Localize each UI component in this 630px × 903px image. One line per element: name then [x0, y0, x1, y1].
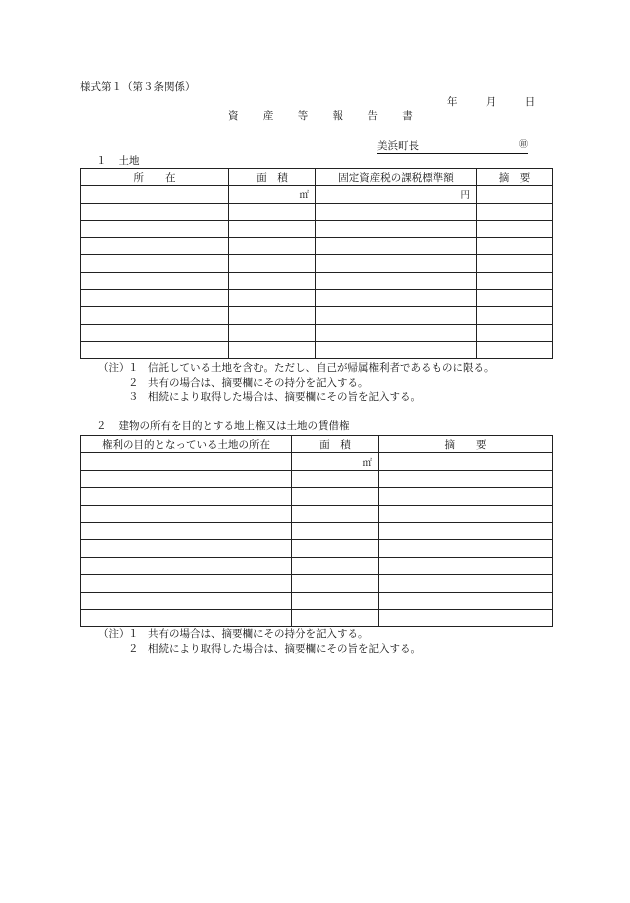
remarks-cell[interactable] — [477, 290, 553, 307]
remarks-cell[interactable] — [379, 609, 553, 626]
section1-number: １ — [96, 155, 107, 167]
location-cell[interactable] — [81, 324, 229, 341]
note-number: ２ — [128, 376, 139, 389]
remarks-cell[interactable] — [477, 324, 553, 341]
column-header-location: 所 在 — [81, 169, 229, 186]
area-cell[interactable] — [292, 505, 379, 522]
area-cell[interactable] — [229, 324, 316, 341]
table-row — [81, 505, 553, 522]
remarks-cell[interactable] — [477, 186, 553, 203]
area-cell[interactable] — [292, 488, 379, 505]
table-row — [81, 540, 553, 557]
tax-base-cell[interactable] — [316, 272, 477, 289]
title-char: 産 — [262, 110, 274, 122]
remarks-cell[interactable] — [379, 575, 553, 592]
table-row — [81, 470, 553, 487]
location-cell[interactable] — [81, 290, 229, 307]
date-day-label: 日 — [524, 96, 536, 108]
table-row — [81, 488, 553, 505]
remarks-cell[interactable] — [379, 540, 553, 557]
table-row — [81, 522, 553, 539]
table-row — [81, 290, 553, 307]
tax-base-cell[interactable] — [316, 290, 477, 307]
section2-notes — [98, 627, 421, 656]
note-item — [98, 361, 495, 376]
area-cell[interactable] — [229, 220, 316, 237]
title-char: 資 — [228, 110, 239, 122]
remarks-cell[interactable] — [477, 307, 553, 324]
column-header-land-location: 権利の目的となっている土地の所在 — [81, 436, 292, 453]
location-cell[interactable] — [81, 203, 229, 220]
date-year-label: 年 — [447, 96, 458, 108]
tax-base-cell[interactable] — [316, 255, 477, 272]
column-header-tax-base: 固定資産税の課税標準額 — [316, 169, 477, 186]
table-row — [81, 307, 553, 324]
recipient-line — [377, 141, 528, 154]
area-cell[interactable] — [229, 255, 316, 272]
note-text: 信託している土地を含む。ただし、自己が帰属権利者であるものに限る。 — [148, 362, 495, 374]
section2-heading — [96, 421, 350, 432]
location-cell[interactable] — [81, 255, 229, 272]
land-location-cell[interactable] — [81, 540, 292, 557]
remarks-cell[interactable] — [379, 453, 553, 470]
land-table — [80, 168, 553, 359]
title-char: 告 — [367, 110, 378, 122]
remarks-cell[interactable] — [379, 592, 553, 609]
column-header-remarks: 摘 要 — [379, 436, 553, 453]
remarks-cell[interactable] — [477, 255, 553, 272]
area-cell[interactable] — [229, 307, 316, 324]
table-row — [81, 238, 553, 255]
note-number: ３ — [128, 391, 139, 404]
tax-base-cell[interactable] — [316, 220, 477, 237]
land-location-cell[interactable] — [81, 575, 292, 592]
area-cell[interactable] — [229, 272, 316, 289]
seal-mark: ㊞ — [518, 140, 528, 150]
section1-heading — [96, 156, 140, 167]
location-cell[interactable] — [81, 186, 229, 203]
table-row — [81, 186, 553, 203]
note-item — [98, 642, 421, 657]
area-cell[interactable] — [292, 470, 379, 487]
date-line — [447, 97, 560, 108]
table-row — [81, 203, 553, 220]
title-char: 報 — [332, 110, 344, 122]
remarks-cell[interactable] — [379, 505, 553, 522]
section2-number: ２ — [96, 420, 107, 432]
remarks-cell[interactable] — [379, 488, 553, 505]
table-header-row — [81, 436, 553, 453]
leasehold-table — [80, 435, 553, 627]
tax-base-cell[interactable] — [316, 341, 477, 358]
land-location-cell[interactable] — [81, 453, 292, 470]
land-location-cell[interactable] — [81, 609, 292, 626]
section1-notes — [98, 361, 495, 405]
area-cell[interactable]: ㎡ — [292, 453, 379, 470]
note-text: 相続により取得した場合は、摘要欄にその旨を記入する。 — [148, 642, 421, 655]
column-header-area: 面 積 — [292, 436, 379, 453]
column-header-area: 面 積 — [229, 169, 316, 186]
note-number: ２ — [128, 642, 139, 655]
land-location-cell[interactable] — [81, 557, 292, 574]
area-cell[interactable] — [229, 290, 316, 307]
note-text: 相続により取得した場合は、摘要欄にその旨を記入する。 — [148, 391, 421, 404]
column-header-remarks: 摘 要 — [477, 169, 553, 186]
table-row — [81, 220, 553, 237]
area-cell[interactable]: ㎡ — [229, 186, 316, 203]
table-row — [81, 609, 553, 626]
land-location-cell[interactable] — [81, 470, 292, 487]
document-title — [228, 111, 434, 122]
table-row — [81, 453, 553, 470]
notes-label: （注） — [98, 362, 130, 374]
land-location-cell[interactable] — [81, 505, 292, 522]
note-number: １ — [128, 628, 139, 640]
remarks-cell[interactable] — [477, 238, 553, 255]
section1-title: 土地 — [118, 155, 140, 167]
form-number: 様式第１（第３条関係） — [80, 81, 196, 93]
note-text: 共有の場合は、摘要欄にその持分を記入する。 — [148, 628, 369, 640]
table-header-row — [81, 169, 553, 186]
tax-base-cell[interactable]: 円 — [316, 186, 477, 203]
tax-base-cell[interactable] — [316, 203, 477, 220]
area-cell[interactable] — [292, 609, 379, 626]
area-cell[interactable] — [292, 575, 379, 592]
land-location-cell[interactable] — [81, 592, 292, 609]
land-location-cell[interactable] — [81, 522, 292, 539]
remarks-cell[interactable] — [379, 470, 553, 487]
area-cell[interactable] — [229, 238, 316, 255]
tax-base-cell[interactable] — [316, 324, 477, 341]
notes-label: （注） — [98, 628, 130, 640]
location-cell[interactable] — [81, 307, 229, 324]
tax-base-cell[interactable] — [316, 238, 477, 255]
area-cell[interactable] — [292, 592, 379, 609]
area-cell[interactable] — [229, 341, 316, 358]
area-cell[interactable] — [292, 522, 379, 539]
note-text: 共有の場合は、摘要欄にその持分を記入する。 — [148, 376, 369, 389]
area-cell[interactable] — [292, 540, 379, 557]
note-number: １ — [128, 362, 139, 374]
tax-base-cell[interactable] — [316, 307, 477, 324]
location-cell[interactable] — [81, 341, 229, 358]
remarks-cell[interactable] — [477, 341, 553, 358]
remarks-cell[interactable] — [379, 522, 553, 539]
remarks-cell[interactable] — [477, 203, 553, 220]
table-row — [81, 592, 553, 609]
title-char: 等 — [297, 110, 309, 122]
location-cell[interactable] — [81, 238, 229, 255]
table-row — [81, 557, 553, 574]
table-row — [81, 324, 553, 341]
table-row — [81, 255, 553, 272]
date-month-label: 月 — [485, 96, 497, 108]
section2-title: 建物の所有を目的とする地上権又は土地の賃借権 — [118, 420, 350, 432]
note-item — [98, 390, 495, 405]
location-cell[interactable] — [81, 220, 229, 237]
location-cell[interactable] — [81, 272, 229, 289]
table-row — [81, 272, 553, 289]
table-row — [81, 575, 553, 592]
area-cell[interactable] — [292, 557, 379, 574]
area-cell[interactable] — [229, 203, 316, 220]
remarks-cell[interactable] — [379, 557, 553, 574]
title-char: 書 — [402, 110, 413, 122]
note-item — [98, 376, 495, 391]
land-location-cell[interactable] — [81, 488, 292, 505]
recipient-name: 美浜町長 — [377, 140, 419, 152]
table-row — [81, 341, 553, 358]
remarks-cell[interactable] — [477, 220, 553, 237]
remarks-cell[interactable] — [477, 272, 553, 289]
note-item — [98, 627, 421, 642]
